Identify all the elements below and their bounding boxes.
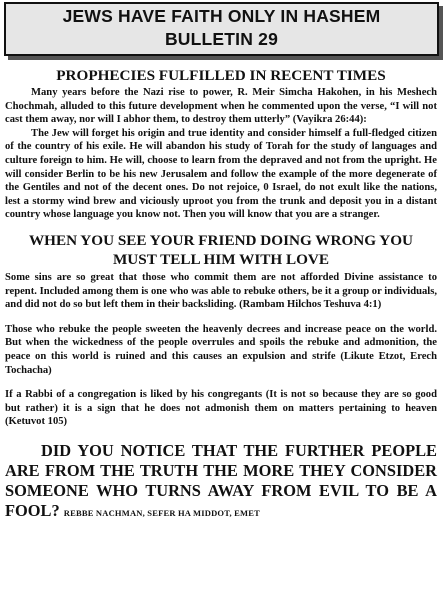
section2-paragraph-3: If a Rabbi of a congregation is liked by his congregants (It is not so because they are so good but rather) it is a sign that he does not admonish them on matters pertaining to heaven (Ketuvot 105) xyxy=(5,389,437,428)
section3-citation: REBBE NACHMAN, SEFER HA MIDDOT, EMET xyxy=(63,507,260,518)
section1-paragraph-1: Many years before the Nazi rise to power, R. Meir Simcha Hakohen, in his Meshech Chochmah, alluded to this future development when he commented upon the verse, “I will not cast them away, nor will I abhor them, to destroy them utterly” (Vayikra 26:44): xyxy=(5,87,437,126)
bulletin-content xyxy=(5,60,437,523)
section2-title-line2: MUST TELL HIM WITH LOVE xyxy=(112,250,330,268)
section3-text: DID YOU NOTICE THAT THE FURTHER PEOPLE ARE FROM THE TRUTH THE MORE THEY CONSIDER SOMEONE WHO TURNS AWAY FROM EVIL TO BE A FOOL? xyxy=(5,440,437,520)
header-bulletin-number: BULLETIN 29 xyxy=(164,29,279,49)
section2-title-line1: WHEN YOU SEE YOUR FRIEND DOING WRONG YOU xyxy=(28,231,414,249)
header-title: JEWS HAVE FAITH ONLY IN HASHEM xyxy=(62,6,381,26)
section2-paragraph-1: Some sins are so great that those who commit them are not afforded Divine assistance to repent. Included among them is one who was able to rebuke others, be it a group or individuals, and did not do so but left them in their backsliding. (Rambam Hilchos Teshuva 4:1) xyxy=(5,271,437,311)
bulletin-header xyxy=(4,2,439,56)
section1-title: PROPHECIES FULFILLED IN RECENT TIMES xyxy=(56,67,386,84)
section2-paragraph-2: Those who rebuke the people sweeten the heavenly decrees and increase peace on the world. But when the wickedness of the people overrules and spoils the rebuke and admonition, the peace on this world is ruined and this causes an expulsion and strife (Likute Etzot, Erech Tochacha) xyxy=(5,323,437,376)
section2-title xyxy=(5,231,437,269)
section3-statement xyxy=(5,441,437,523)
section1-paragraph-2: The Jew will forget his origin and true identity and consider himself a full-fledged citizen of the country of his exile. He will abandon his study of Torah for the study of languages and culture foreign to him. He will, choose to learn from the depraved and not from the upright. He will consider Berlin to be his new Jerusalem and follow the example of the more degenerate of the Gentiles and not of the decent ones. Do not rejoice, 0 Israel, do not exult like the nations, lest a stormy wind brew and viciously uproot you from the trunk and deposit you in a distant country whose language you know not. Then you will know that you are a stranger. xyxy=(5,127,437,221)
